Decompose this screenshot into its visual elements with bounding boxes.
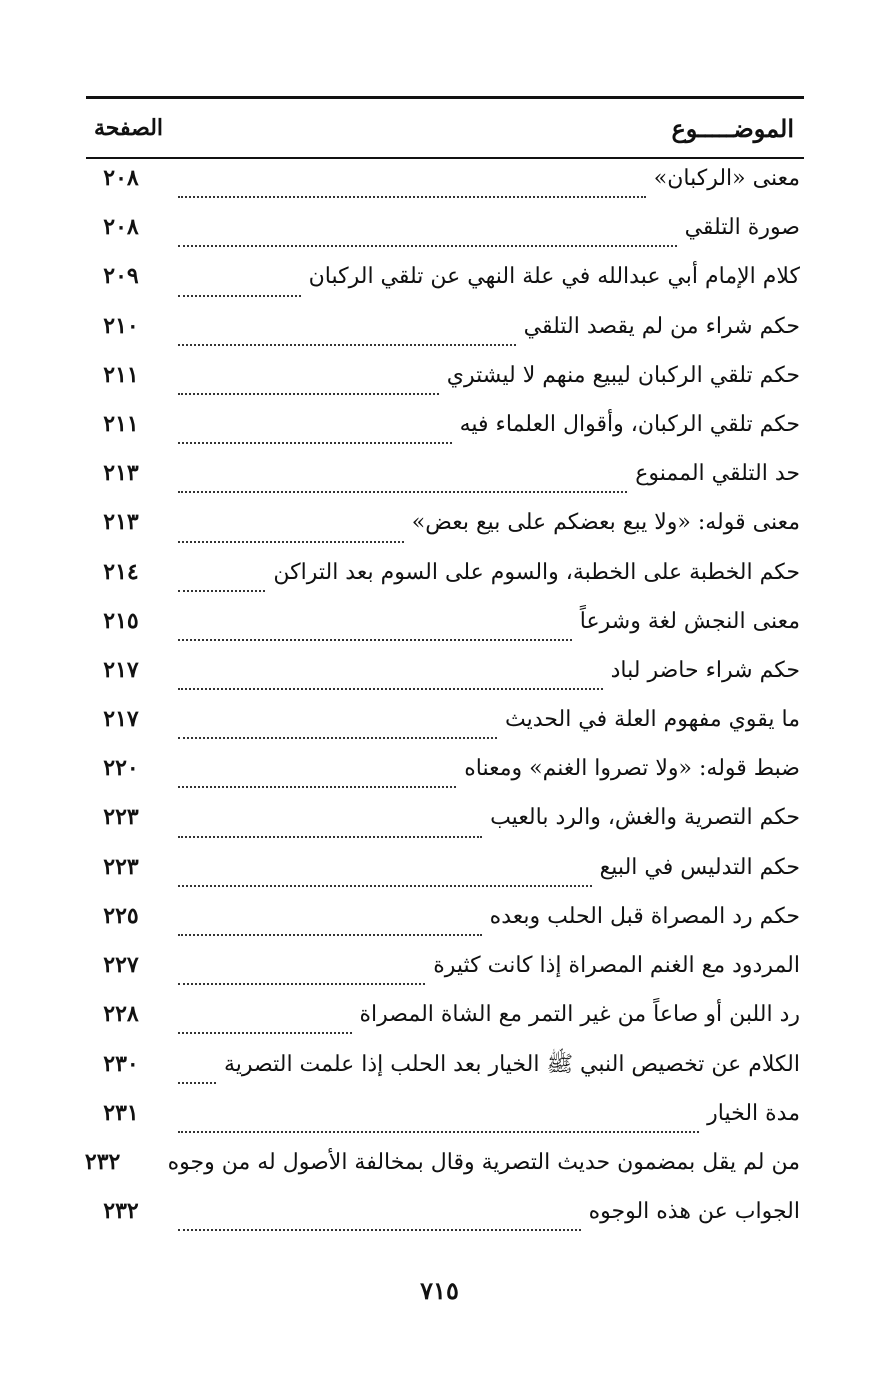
toc-list xyxy=(86,159,804,1241)
toc-entry-topic: حكم تلقي الركبان، وأقوال العلماء فيه xyxy=(459,411,800,437)
topic-column-header: الموضـــــوع xyxy=(671,113,794,143)
toc-entry-page: ٢٠٨ xyxy=(103,214,139,241)
toc-entry-page: ٢٣٢ xyxy=(103,1197,139,1224)
toc-entry xyxy=(86,651,804,700)
toc-entry-topic: رد اللبن أو صاعاً من غير التمر مع الشاة المصراة xyxy=(359,1002,800,1028)
toc-entry-topic: معنى النجش لغة وشرعاً xyxy=(579,608,800,634)
toc-entry xyxy=(86,159,804,208)
dot-leader xyxy=(178,344,516,346)
toc-page xyxy=(86,96,804,1241)
toc-entry-topic: حد التلقي الممنوع xyxy=(635,461,800,487)
toc-entry-topic: الكلام عن تخصيص النبي ﷺ الخيار بعد الحلب إذا علمت التصرية xyxy=(223,1052,800,1078)
toc-entry-page: ٢٢٥ xyxy=(103,902,139,929)
toc-entry xyxy=(86,1044,804,1093)
dot-leader xyxy=(178,786,456,788)
toc-entry-topic: حكم التدليس في البيع xyxy=(599,854,800,880)
toc-entry-page: ٢١٧ xyxy=(103,706,139,733)
toc-entry-page: ٢١١ xyxy=(103,410,139,437)
toc-entry xyxy=(86,356,804,405)
toc-entry xyxy=(86,405,804,454)
toc-entry xyxy=(86,798,804,847)
dot-leader xyxy=(178,590,265,592)
toc-entry-page: ٢١٠ xyxy=(103,312,139,339)
toc-entry-page: ٢٢٧ xyxy=(103,952,139,978)
toc-entry-topic: من لم يقل بمضمون حديث التصرية وقال بمخالفة الأصول له من وجوه xyxy=(167,1149,800,1175)
toc-entry xyxy=(86,946,804,995)
dot-leader xyxy=(178,836,482,838)
toc-entry xyxy=(86,848,804,897)
dot-leader xyxy=(178,885,592,887)
toc-entry-page: ٢١٣ xyxy=(103,509,139,536)
toc-entry-page: ٢١٧ xyxy=(103,656,139,683)
dot-leader xyxy=(178,1131,699,1133)
toc-entry-topic: كلام الإمام أبي عبدالله في علة النهي عن تلقي الركبان xyxy=(308,264,800,290)
dot-leader xyxy=(178,934,482,936)
page-number: ٧١٥ xyxy=(420,1276,459,1305)
toc-entry xyxy=(86,257,804,306)
toc-entry-page: ٢٢٨ xyxy=(103,1001,139,1028)
toc-entry-topic: حكم الخطبة على الخطبة، والسوم على السوم بعد التراكن xyxy=(273,559,800,585)
dot-leader xyxy=(178,196,646,198)
dot-leader xyxy=(178,245,677,247)
toc-entry-topic: حكم تلقي الركبان ليبيع منهم لا ليشتري xyxy=(446,362,800,388)
dot-leader xyxy=(178,639,572,641)
toc-entry xyxy=(86,553,804,602)
toc-entry-page: ٢٣١ xyxy=(103,1099,139,1126)
toc-entry-topic: ضبط قوله: «ولا تصروا الغنم» ومعناه xyxy=(464,756,800,782)
toc-entry xyxy=(86,1143,804,1192)
toc-entry-topic: حكم التصرية والغش، والرد بالعيب xyxy=(490,805,800,831)
toc-entry xyxy=(86,1094,804,1143)
toc-entry-topic: الجواب عن هذه الوجوه xyxy=(588,1198,800,1224)
toc-entry-topic: ما يقوي مفهوم العلة في الحديث xyxy=(505,707,800,733)
toc-entry xyxy=(86,1192,804,1241)
toc-entry-page: ٢١٣ xyxy=(103,460,139,487)
toc-entry-page: ٢٠٩ xyxy=(103,263,139,290)
toc-entry-page: ٢٣٠ xyxy=(103,1051,139,1078)
dot-leader xyxy=(178,442,452,444)
dot-leader xyxy=(178,541,404,543)
toc-entry-topic: مدة الخيار xyxy=(707,1100,800,1126)
dot-leader xyxy=(178,491,627,493)
toc-entry xyxy=(86,307,804,356)
dot-leader xyxy=(178,295,301,297)
toc-entry-page: ٢٠٨ xyxy=(103,165,139,191)
toc-entry xyxy=(86,995,804,1044)
toc-entry xyxy=(86,208,804,257)
toc-entry-page: ٢٢٠ xyxy=(103,755,139,782)
toc-entry-page: ٢١٥ xyxy=(103,607,139,634)
dot-leader xyxy=(178,1229,581,1231)
dot-leader xyxy=(178,737,497,739)
toc-entry-page: ٢٢٣ xyxy=(103,853,139,880)
toc-entry-page: ٢١٤ xyxy=(103,558,139,585)
dot-leader xyxy=(178,983,425,985)
toc-entry-topic: معنى قوله: «ولا يبع بعضكم على بيع بعض» xyxy=(411,510,800,536)
toc-entry-page: ٢١١ xyxy=(103,361,139,388)
toc-entry xyxy=(86,454,804,503)
page-column-header: الصفحة xyxy=(94,115,164,141)
toc-entry xyxy=(86,897,804,946)
toc-entry-topic: حكم شراء من لم يقصد التلقي xyxy=(523,313,800,339)
toc-entry-topic: معنى «الركبان» xyxy=(653,166,800,191)
toc-entry-topic: المردود مع الغنم المصراة إذا كانت كثيرة xyxy=(433,953,800,978)
dot-leader xyxy=(178,1032,352,1034)
toc-entry xyxy=(86,700,804,749)
dot-leader xyxy=(178,393,439,395)
toc-entry-page: ٢٣٢ xyxy=(84,1148,121,1175)
toc-entry-topic: حكم رد المصراة قبل الحلب وبعده xyxy=(489,903,800,929)
dot-leader xyxy=(178,1082,216,1084)
toc-entry-topic: حكم شراء حاضر لباد xyxy=(610,657,800,683)
dot-leader xyxy=(178,688,603,690)
toc-entry xyxy=(86,602,804,651)
toc-header xyxy=(86,99,804,157)
toc-entry xyxy=(86,503,804,552)
toc-entry-page: ٢٢٣ xyxy=(103,804,139,831)
toc-entry-topic: صورة التلقي xyxy=(684,215,800,241)
toc-entry xyxy=(86,749,804,798)
